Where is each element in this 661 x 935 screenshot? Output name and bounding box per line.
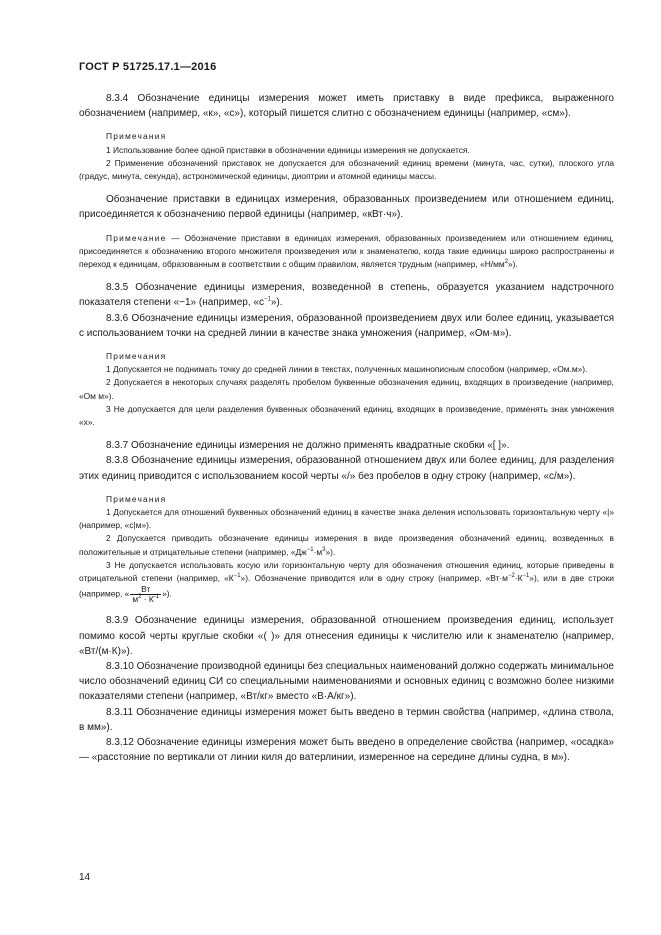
note-item: 1 Допускается для отношений буквенных обозначений единиц в качестве знака деления использовать горизонтальную черту «|» (например, «с|м»). xyxy=(79,507,614,531)
clause-8-3-6: 8.3.6 Обозначение единицы измерения, образованной произведением двух или более единиц, указывается с использованием точки на средней линии в качестве знака умножения (например, «Ом·м»). xyxy=(79,312,614,339)
note-item: 3 Не допускается для цели разделения буквенных обозначений единиц, входящих в произведение, применять знак умножения «х». xyxy=(79,403,614,428)
document-body xyxy=(79,91,614,765)
clause-8-3-9: 8.3.9 Обозначение единицы измерения, образованной отношением произведения единиц, использует помимо косой черты круглые скобки «( )» для отнесения единицы к числителю или к знаменателю (например, «Вт/(м·К)»). xyxy=(79,615,614,657)
document-header: ГОСТ Р 51725.17.1—2016 xyxy=(79,61,217,73)
fraction xyxy=(130,585,161,604)
clause-8-3-7: 8.3.7 Обозначение единицы измерения не должно применять квадратные скобки «[ ]». xyxy=(106,440,510,452)
note-label: Примечание xyxy=(106,232,167,243)
clause-8-3-5: 8.3.5 Обозначение единицы измерения, возведенной в степень, образуется указанием надстрочного показателя степени «−1» (например, «$с^{-1}$»). xyxy=(79,282,614,309)
fraction-denominator: $м^2 \cdot К^{-1}$ xyxy=(132,594,160,605)
note-item: 1 Допускается не поднимать точку до средней линии в текстах, полученных машинописным способом (например, «Ом.м»). xyxy=(106,364,588,375)
fraction-numerator: Вт xyxy=(130,585,161,595)
clause-8-3-10: 8.3.10 Обозначение производной единицы без специальных наименований должно содержать минимальное число обозначений единиц СИ со специальными наименованиями и основных единиц с возможно более низкими показателями степени (например, «Вт/кг» вместо «В·А/кг»). xyxy=(79,660,614,703)
note-item: 1 Использование более одной приставки в обозначении единицы измерения не допускается. xyxy=(106,144,470,155)
prefix-rule-paragraph: Обозначение приставки в единицах измерения, образованных произведением или отношением единиц, присоединяется к обозначению первой единицы (например, «кВт·ч»). xyxy=(79,194,614,221)
notes-heading: Примечания xyxy=(106,493,167,504)
notes-heading: Примечания xyxy=(106,351,167,362)
clause-8-3-12: 8.3.12 Обозначение единицы измерения может быть введено в определение свойства (например, «осадка» — «расстояние по вертикали от линии киля до ватерлинии, измеренное на середине длины судна, в м»). xyxy=(79,736,614,764)
note-item: 2 Применение обозначений приставок не допускается для обозначений единиц времени (минута, час, сутки), плоского угла (градус, минута, секунда), астрономической единицы, диоптрии и атомной единицы массы. xyxy=(79,157,614,182)
clause-8-3-11: 8.3.11 Обозначение единицы измерения может быть введено в термин свойства (например, «длина ствола, в мм»). xyxy=(79,706,614,733)
page-number: 14 xyxy=(79,872,91,883)
note-item: 2 Допускается в некоторых случаях разделять пробелом буквенные обозначения единиц, входящих в произведение (например, «Ом м»). xyxy=(79,377,614,401)
clause-8-3-4: 8.3.4 Обозначение единицы измерения может иметь приставку в виде префикса, выраженного обозначением (например, «к», «с»), который пишется слитно с обозначением единицы (например, «см»). xyxy=(79,93,614,120)
note-item: 2 Допускается приводить обозначение единицы измерения в виде произведения обозначений единиц, возведенных в положительные и отрицательные степени (например, «$Дж^{-1}\cdot м^3$»). xyxy=(79,533,614,557)
clause-8-3-8: 8.3.8 Обозначение единицы измерения, образованной отношением двух или более единиц, для разделения этих единиц приводится с использованием косой черты «/» без пробелов в одну строку (например, «с/м»). xyxy=(79,455,614,482)
note-item: Примечание — Обозначение приставки в единицах измерения, образованных произведением или отношением единиц, присоединяется к обозначению второго множителя произведения или к знаменателю, когда такие единицы широко распространены и переход к единицам, образованным в соответствии с общим правилом, является трудным (например, «$Н/мм^2$»). xyxy=(79,232,614,270)
note-item: 3 Не допускается использовать косую или горизонтальную черту для обозначения отношения единиц, которые приведены в отрицательной степени (например, «$К^{-1}$»). Обозначение приводится или в одну строку (например, «$Вт\cdot м^{-2}\cdot К^{-1}$»), или в две строки (например, « $\frac{Вт}{м^2 \cdot К^{-1}}$ »). xyxy=(79,559,614,605)
notes-heading: Примечания xyxy=(106,131,167,142)
